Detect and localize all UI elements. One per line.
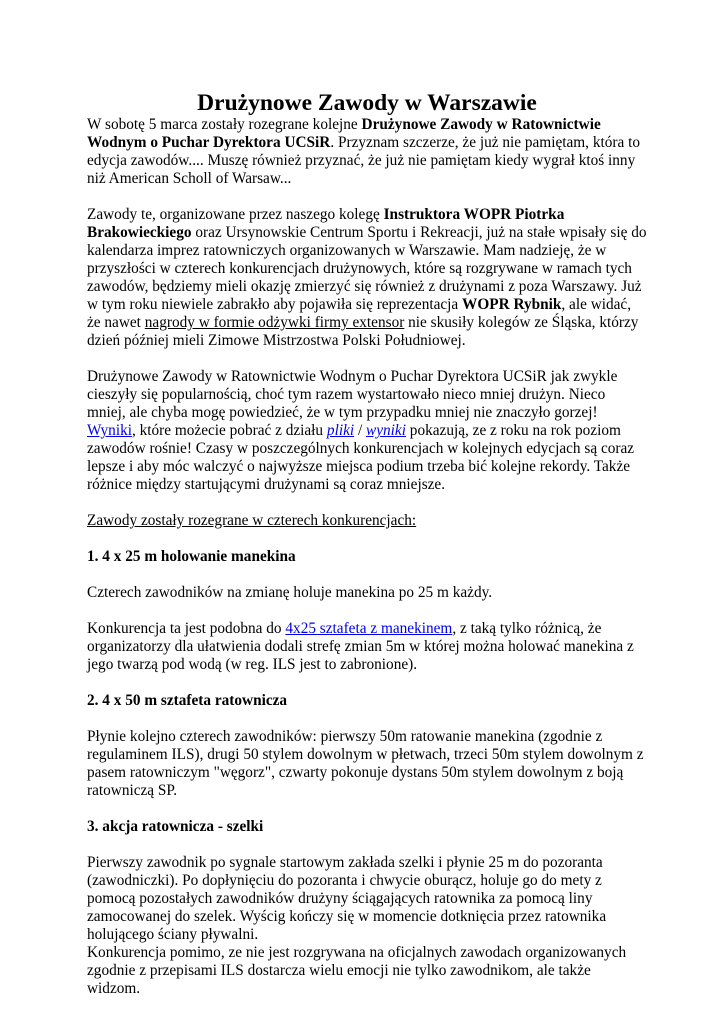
text: / [354,422,367,439]
text: . Przyznam szczerze, że już nie pamiętam, która to edycja zawodów.... Muszę również przyznać, że już nie pamiętam kiedy wygrał ktoś inny niż American Scholl of Warsaw... [87,134,640,187]
text: , ale widać, że nawet [87,296,632,331]
competitions-intro: Zawody zostały rozegrane w czterech konkurencjach: [87,512,417,529]
organizer-name-bold: Instruktora WOPR Piotrka Brakowieckiego [87,206,565,241]
team-name-bold: WOPR Rybnik [462,296,562,313]
event-name-bold: Drużynowe Zawody w Ratownictwie Wodnym o Puchar Dyrektora UCSiR [87,116,601,151]
paragraph-organizers [87,206,647,350]
section-3-text: Pierwszy zawodnik po sygnale startowym zakłada szelki i płynie 25 m do pozoranta (zawodniczki). Po dopłynięciu do pozoranta i chwycie oburącz, holuje go do mety z pomocą pozostałych zawodników drużyny ściągających ratownika za pomocą liny zamocowanej do szelek. Wyścig kończy się w momencie dotknięcia przez ratownika holującego ściany pływalni. [87,854,607,943]
article-body [87,90,647,998]
section-3-text-2: Konkurencja pomimo, ze nie jest rozgrywana na oficjalnych zawodach organizowanych zgodnie z przepisami ILS dostarcza wielu emocji nie tylko zawodnikom, ale także widzom. [87,944,627,997]
section-2-text: Płynie kolejno czterech zawodników: pierwszy 50m ratowanie manekina (zgodnie z regulaminem ILS), drugi 50 stylem dowolnym w płetwach, trzeci 50m stylem dowolnym z pasem ratowniczym "węgorz", czwarty pokonuje dystans 50m stylem dowolnym z boją ratowniczą SP. [87,728,644,799]
paragraph-intro [87,116,647,188]
page-title: Drużynowe Zawody w Warszawie [197,90,537,116]
files-link[interactable]: pliki [326,422,355,439]
text: pokazują, ze z roku na rok poziom zawodów rośnie! Czasy w poszczególnych konkurencjach w kolejnych edycjach są coraz lepsze i aby móc walczyć o najwyższe miejsca podium trzeba bić kolejne rekordy. Także różnice między startującymi drużynami są coraz mniejsze. [87,422,635,493]
section-heading-1: 1. 4 x 25 m holowanie manekina [87,548,296,565]
text: Drużynowe Zawody w Ratownictwie Wodnym o Puchar Dyrektora UCSiR jak zwykle cieszyły się popularnością, choć tym razem wystartowało nieco mniej drużyn. Nieco mniej, ale chyba mogę powiedzieć, że w tym przypadku mniej nie znaczyło gorzej! [87,368,618,421]
prizes-link[interactable]: nagrody w formie odżywki firmy extensor [144,314,405,331]
text: , z taką tylko różnicą, że organizatorzy dla ułatwienia dodali strefę zmian 5m w której można holować manekina z jego twarzą pod wodą (w reg. ILS jest to zabronione). [87,620,634,673]
paragraph-results [87,368,647,494]
text: nie skusiły kolegów ze Śląska, którzy dzień później mieli Zimowe Mistrzostwa Polski Południowej. [87,314,639,349]
text: , które możecie pobrać z działu [131,422,327,439]
section-heading-3: 3. akcja ratownicza - szelki [87,818,264,835]
text: Zawody te, organizowane przez naszego kolegę [87,206,384,223]
section-heading-2: 2. 4 x 50 m sztafeta ratownicza [87,692,288,709]
text: oraz Ursynowskie Centrum Sportu i Rekreacji, już na stałe wpisały się do kalendarza imprez ratowniczych organizowanych w Warszawie. Mam nadzieję, że w przyszłości w czterech konkurencjach drużynowych, które są rozgrywane w ramach tych zawodów, będziemy mieli okazję zmierzyć się również z drużynami z poza Warszawy. Już w tym roku niewiele zabrakło aby pojawiła się reprezentacja [87,224,647,313]
results-section-link[interactable]: wyniki [366,422,406,439]
text: Konkurencja ta jest podobna do [87,620,286,637]
section-1-text-2 [87,620,647,674]
text: W sobotę 5 marca zostały rozegrane kolejne [87,116,362,133]
relay-link[interactable]: 4x25 sztafeta z manekinem [285,620,453,637]
results-link[interactable]: Wyniki [87,422,132,439]
section-1-text: Czterech zawodników na zmianę holuje manekina po 25 m każdy. [87,584,493,601]
